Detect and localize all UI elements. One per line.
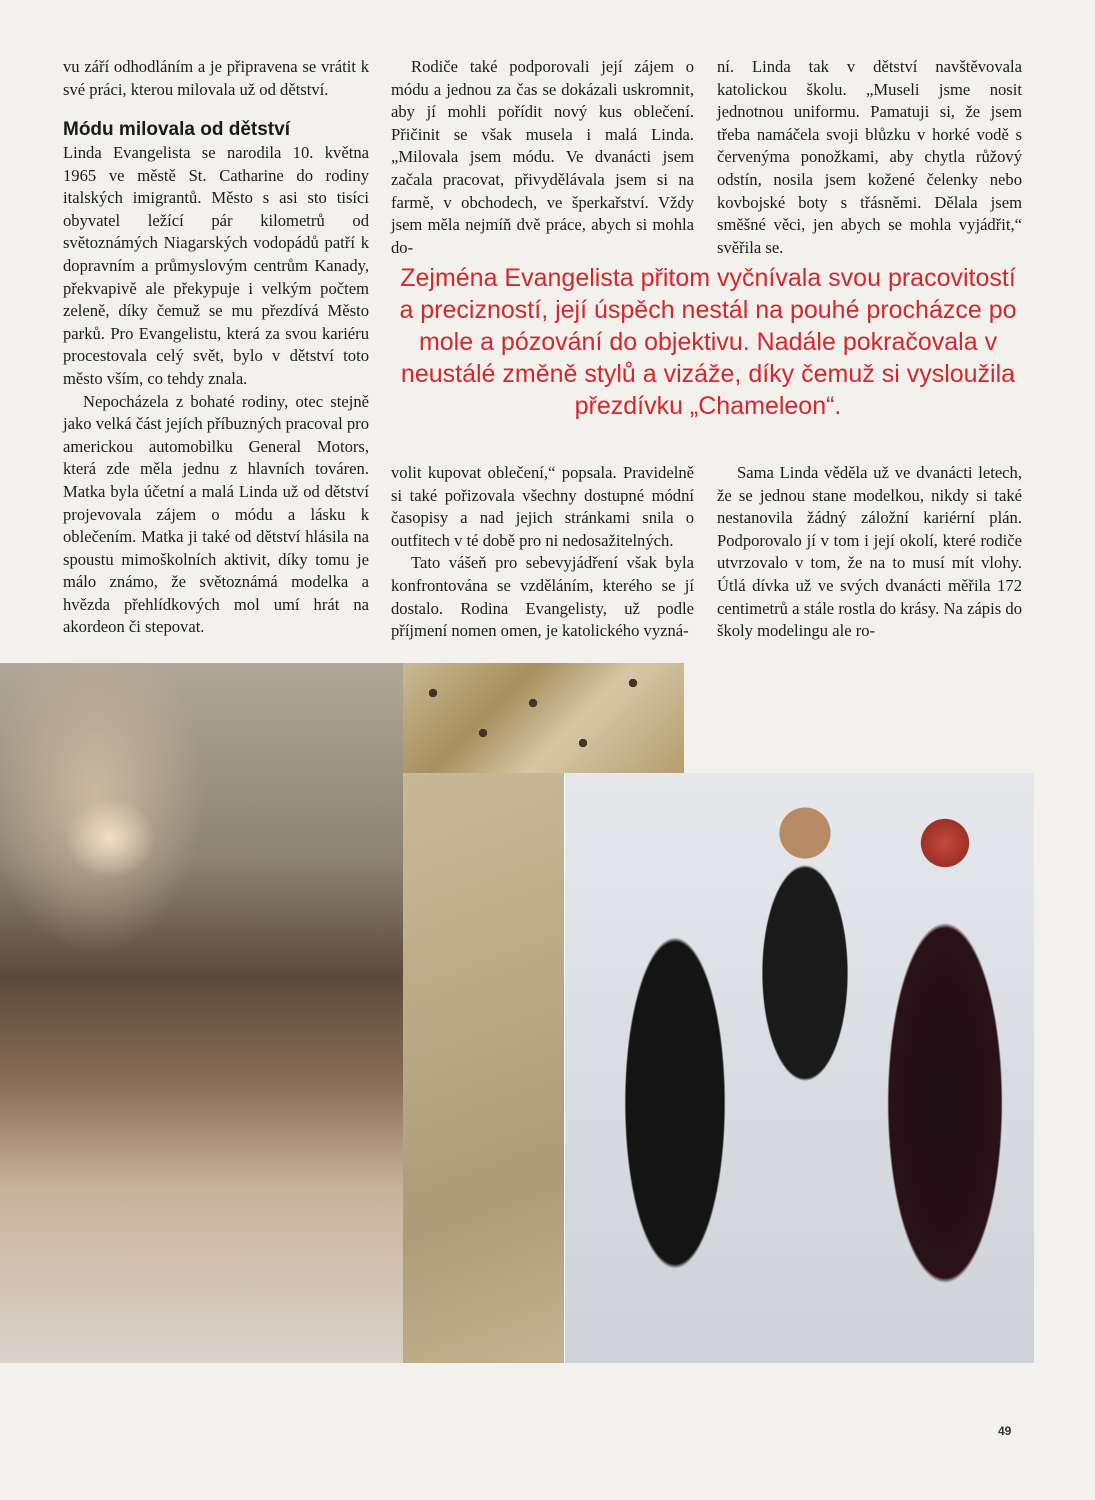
page-number: 49 — [998, 1424, 1012, 1438]
column-5 — [717, 462, 1022, 643]
column-2-top — [391, 56, 694, 259]
col1-paragraph-1: Linda Evangelista se narodila 10. května 1965 ve městě St. Catharine do rodiny italských imigrantů. Město s asi sto tisíci obyvatel ležící pár kilometrů od světoznámých Niagarských vodopádů patří k dopravním a průmyslovým centrům Kanady, překvapivě ale překypuje i velkým počtem zeleně, díky čemuž se mu přezdívá Město parků. Pro Evangelistu, která za svou kariéru procestovala celý svět, bylo v dětství toto město vším, co tehdy znala. — [63, 143, 369, 388]
runway-crowd-photo — [0, 663, 403, 1363]
col4-paragraph-2: Tato vášeň pro sebevyjádření však byla konfrontována se vzděláním, kterého se jí dostalo. Rodina Evangelisty, už podle příjmení nomen omen, je katolického vyzná- — [391, 553, 694, 641]
column-4 — [391, 462, 694, 643]
column-1-top — [63, 56, 369, 101]
wall-texture-photo — [403, 663, 684, 773]
col3-top-text: ní. Linda tak v dětství navštěvovala katolickou školu. „Museli jsme nosit jednotnou uniformu. Pamatuji si, že jsem třeba namáčela svoji blůzku v horké vodě s červenýma ponožkami, aby chytla růžový odstín, nosila jsem kožené čelenky nebo kovbojské boty s třásněmi. Dělala jsem směšné věci, jen abych se mohla vyjádřit,“ svěřila se. — [717, 57, 1022, 257]
pull-quote: Zejména Evangelista přitom vyčnívala svou pracovitostí a precizností, její úspěch nestál na pouhé procházce po mole a pózování do objektivu. Nadále pokračovala v neustálé změně stylů a vizáže, díky čemuž si vysloužila přezdívku „Chameleon“. — [399, 264, 1017, 420]
wall-texture-photo-lower — [403, 773, 565, 1363]
three-people-portrait-photo — [565, 773, 1034, 1363]
col4-paragraph-1: volit kupovat oblečení,“ popsala. Pravidelně si také pořizovala všechny dostupné módní časopisy a nad jejich stránkami snila o outfitech v té době pro ni nedosažitelných. — [391, 463, 694, 550]
col1-paragraph-2: Nepocházela z bohaté rodiny, otec stejně jako velká část jejích příbuzných pracoval pro americkou automobilku General Motors, která zde měla jednu z hlavních továren. Matka byla účetní a malá Linda už od dětství projevovala zájem o módu a lásku k oblečením. Matka ji také od dětství hlásila na spoustu mimoškolních aktivit, díky tomu je málo známo, že světoznámá modelka a hvězda přehlídkových mol umí hrát na akordeon či stepovat. — [63, 391, 369, 637]
column-1 — [63, 118, 369, 639]
section-heading: Módu milovala od dětství — [63, 119, 290, 140]
col2-top-text: Rodiče také podporovali její zájem o módu a jednou za čas se dokázali uskromnit, aby jí mohli pořídit nový kus oblečení. Přičinit se však musela i malá Linda. „Milovala jsem módu. Ve dvanácti jsem začala pracovat, přivydělávala jsem si na farmě, v obchodech, ve šperkařství. Vždy jsem měla nejmíň dvě práce, abych si mohla do- — [391, 57, 694, 257]
column-3-top — [717, 56, 1022, 259]
col5-paragraph-1: Sama Linda věděla už ve dvanácti letech, že se jednou stane modelkou, nikdy si také nestanovila žádný záložní kariérní plán. Podporovalo jí v tom i její okolí, které rodiče utvrzovalo v tom, že na to musí mít vlohy. Útlá dívka už ve svých dvanácti měřila 172 centimetrů a stále rostla do krásy. Na zápis do školy modelingu ale ro- — [717, 463, 1022, 641]
col1-top-text: vu září odhodláním a je připravena se vrátit k své práci, kterou milovala už od dětství. — [63, 57, 369, 99]
